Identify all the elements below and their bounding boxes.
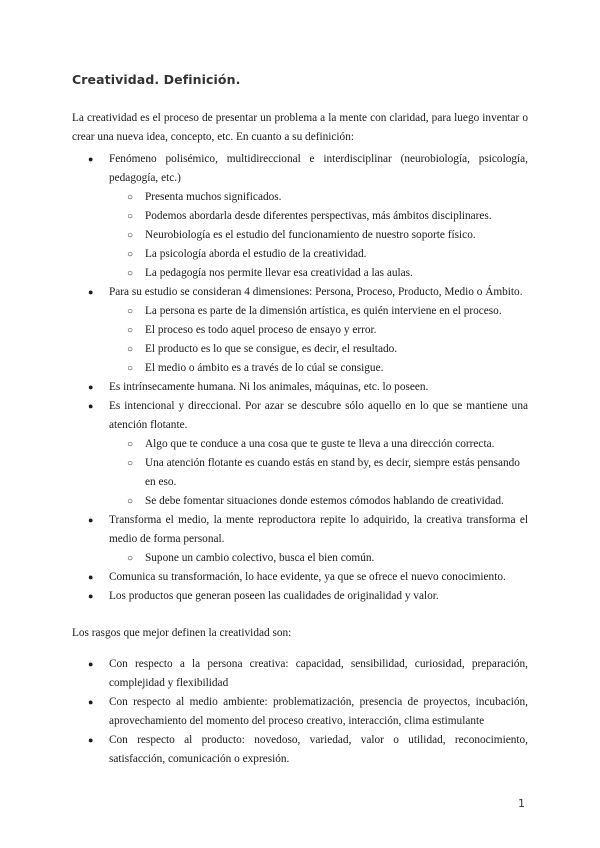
bullet-icon: ● (88, 735, 94, 745)
intro-paragraph: La creatividad es el proceso de presentar un problema a la mente con claridad, para luego inventar o crear una nueva idea, concepto, etc. En cuanto a su definición: (72, 112, 528, 143)
circle-bullet-icon: ○ (127, 363, 134, 374)
page-title: Creatividad. Definición. (72, 72, 241, 87)
list-item (72, 511, 528, 549)
list-item-text: Para su estudio se consideran 4 dimensiones: Persona, Proceso, Producto, Medio o Ámbito. (109, 286, 523, 298)
sub-list-item-text: La pedagogía nos permite llevar esa creatividad a las aulas. (145, 267, 413, 279)
list-item-text: Comunica su transformación, lo hace evidente, ya que se ofrece el nuevo conocimiento. (109, 571, 506, 583)
list-item (72, 731, 528, 769)
sub-list-item (72, 188, 528, 207)
sub-list-item-text: Presenta muchos significados. (145, 191, 282, 203)
circle-bullet-icon: ○ (127, 325, 134, 336)
rasgos-list (72, 655, 528, 769)
list-item-text: Con respecto al medio ambiente: problematización, presencia de proyectos, incubación, aprovechamiento del momento del proceso creativo, interacción, clima estimulante (109, 696, 528, 727)
list-item-text: Es intrínsecamente humana. Ni los animales, máquinas, etc. lo poseen. (109, 381, 429, 393)
sub-list-item (72, 340, 528, 359)
circle-bullet-icon: ○ (127, 211, 134, 222)
sub-list-item (72, 207, 528, 226)
sub-list-item-text: El medio o ámbito es a través de lo cúal se consigue. (145, 362, 384, 374)
sub-list-item (72, 435, 528, 454)
sub-list-item (72, 226, 528, 245)
list-item-text: Es intencional y direccional. Por azar se descubre sólo aquello en lo que se mantiene una atención flotante. (109, 400, 528, 431)
circle-bullet-icon: ○ (127, 268, 134, 279)
sub-list-item (72, 454, 528, 492)
bullet-icon: ● (88, 287, 94, 297)
sub-list-item (72, 549, 528, 568)
bullet-icon: ● (88, 154, 94, 164)
circle-bullet-icon: ○ (127, 553, 134, 564)
list-item-text: Los productos que generan poseen las cualidades de originalidad y valor. (109, 590, 439, 602)
sub-list-item-text: Neurobiología es el estudio del funcionamiento de nuestro soporte físico. (145, 229, 476, 241)
sub-list-item-text: El proceso es todo aquel proceso de ensayo y error. (145, 324, 377, 336)
circle-bullet-icon: ○ (127, 344, 134, 355)
bullet-icon: ● (88, 401, 94, 411)
sub-list-item-text: Se debe fomentar situaciones donde estemos cómodos hablando de creatividad. (145, 495, 504, 507)
list-item (72, 587, 528, 606)
list-item (72, 150, 528, 188)
definition-list (72, 150, 528, 606)
circle-bullet-icon: ○ (127, 496, 134, 507)
sub-list-item (72, 492, 528, 511)
circle-bullet-icon: ○ (127, 192, 134, 203)
circle-bullet-icon: ○ (127, 249, 134, 260)
sub-list-item-text: Supone un cambio colectivo, busca el bien común. (145, 552, 375, 564)
circle-bullet-icon: ○ (127, 439, 134, 450)
bullet-icon: ● (88, 382, 94, 392)
bullet-icon: ● (88, 697, 94, 707)
bullet-icon: ● (88, 515, 94, 525)
sub-list-item (72, 359, 528, 378)
list-item-text: Transforma el medio, la mente reproductora repite lo adquirido, la creativa transforma el medio de forma personal. (109, 514, 528, 545)
sub-list-item-text: Algo que te conduce a una cosa que te guste te lleva a una dirección correcta. (145, 438, 495, 450)
sub-list-item-text: Una atención flotante es cuando estás en stand by, es decir, siempre estás pensando en eso. (145, 457, 520, 488)
sub-list-item (72, 245, 528, 264)
circle-bullet-icon: ○ (127, 230, 134, 241)
bullet-icon: ● (88, 659, 94, 669)
list-item-text: Con respecto al producto: novedoso, variedad, valor o utilidad, reconocimiento, satisfacción, comunicación o expresión. (109, 734, 528, 765)
circle-bullet-icon: ○ (127, 458, 134, 469)
list-item (72, 655, 528, 693)
list-item-text: Fenómeno polisémico, multidireccional e interdisciplinar (neurobiología, psicología, pedagogía, etc.) (109, 153, 528, 184)
bullet-icon: ● (88, 591, 94, 601)
sub-list-item (72, 302, 528, 321)
sub-list-item-text: La persona es parte de la dimensión artística, es quién interviene en el proceso. (145, 305, 502, 317)
rasgos-intro: Los rasgos que mejor definen la creatividad son: (72, 627, 292, 639)
list-item-text: Con respecto a la persona creativa: capacidad, sensibilidad, curiosidad, preparación, complejidad y flexibilidad (109, 658, 528, 689)
circle-bullet-icon: ○ (127, 306, 134, 317)
sub-list-item (72, 264, 528, 283)
list-item (72, 283, 528, 302)
list-item (72, 378, 528, 397)
list-item (72, 693, 528, 731)
sub-list-item-text: El producto es lo que se consigue, es decir, el resultado. (145, 343, 398, 355)
list-item (72, 397, 528, 435)
bullet-icon: ● (88, 572, 94, 582)
sub-list-item-text: La psicología aborda el estudio de la creatividad. (145, 248, 367, 260)
sub-list-item-text: Podemos abordarla desde diferentes perspectivas, más ámbitos disciplinares. (145, 210, 492, 222)
sub-list-item (72, 321, 528, 340)
list-item (72, 568, 528, 587)
page-number: 1 (518, 797, 525, 810)
